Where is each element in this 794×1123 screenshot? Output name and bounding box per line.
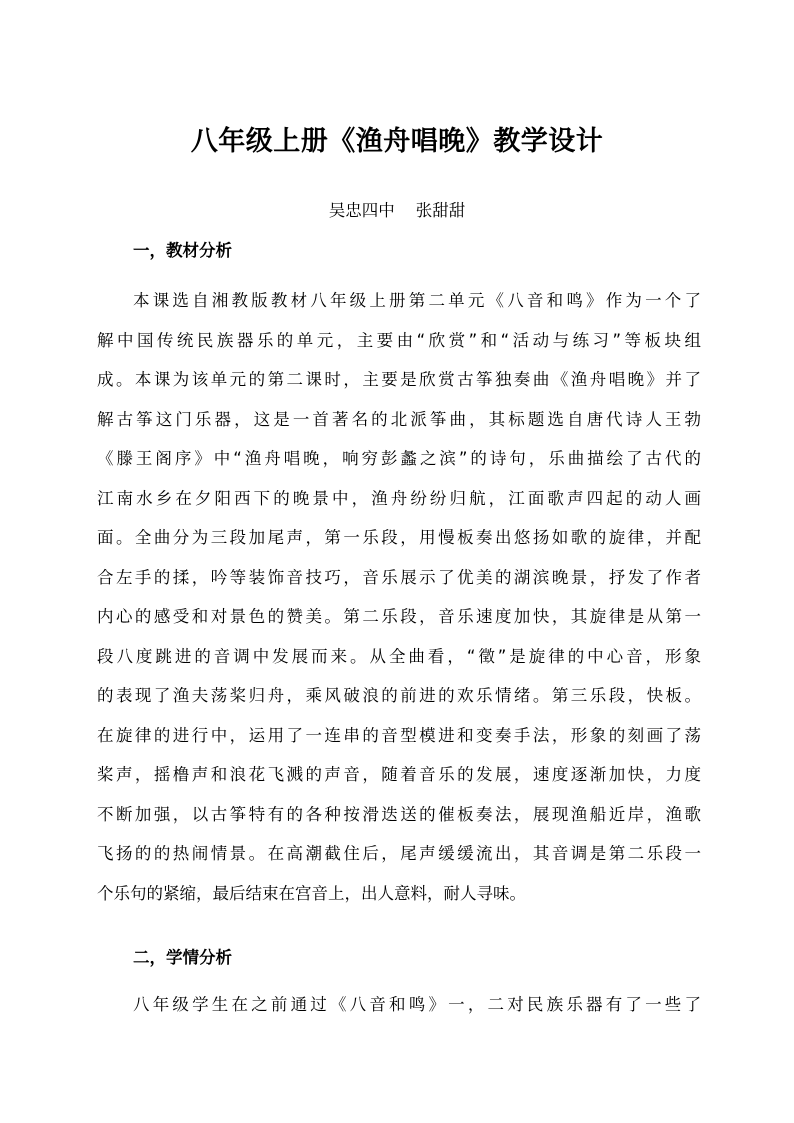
paragraph-line: 成。本课为该单元的第二课时，主要是欣赏古筝独奏曲《渔舟唱晚》并了 (97, 370, 701, 389)
paragraph-line: 八年级学生在之前通过《八音和鸣》一，二对民族乐器有了一些了 (133, 995, 701, 1014)
paragraph-line: 解古筝这门乐器，这是一首著名的北派筝曲，其标题选自唐代诗人王勃 (97, 409, 701, 429)
document-title: 八年级上册《渔舟唱晚》教学设计 (190, 126, 604, 157)
paragraph-line: 在旋律的进行中，运用了一连串的音型模进和变奏手法，形象的刻画了荡 (97, 725, 701, 745)
paragraph-line: 合左手的揉，吟等装饰音技巧，音乐展示了优美的湖滨晚景，抒发了作者 (97, 567, 701, 587)
section-heading-textbook-analysis: 一，教材分析 (133, 241, 232, 260)
paragraph-line: 飞扬的的热闹情景。在高潮截住后，尾声缓缓流出，其音调是第二乐段一 (97, 844, 701, 863)
paragraph-line: 个乐句的紧缩，最后结束在宫音上，出人意料，耐人寻味。 (97, 883, 526, 903)
paragraph-line: 内心的感受和对景色的赞美。第二乐段，音乐速度加快，其旋律是从第一 (97, 607, 701, 626)
paragraph-line: 不断加强，以古筝特有的各种按滑迭送的催板奏法，展现渔船近岸，渔歌 (97, 804, 701, 824)
paragraph-line: 解中国传统民族器乐的单元，主要由“欣赏”和“活动与练习”等板块组 (97, 330, 701, 350)
paragraph-line: 《滕王阁序》中“渔舟唱晚，响穷彭蠡之滨”的诗句，乐曲描绘了古代的 (97, 449, 701, 468)
paragraph-student-analysis (97, 985, 701, 1025)
paragraph-line: 段八度跳进的音调中发展而来。从全曲看，“徵”是旋律的中心音，形象 (97, 646, 701, 666)
paragraph-line: 江南水乡在夕阳西下的晚景中，渔舟纷纷归航，江面歌声四起的动人画 (97, 488, 701, 508)
paragraph-line: 面。全曲分为三段加尾声，第一乐段，用慢板奏出悠扬如歌的旋律，并配 (97, 528, 701, 547)
paragraph-line: 本课选自湘教版教材八年级上册第二单元《八音和鸣》作为一个了 (133, 291, 701, 310)
paragraph-line: 的表现了渔夫荡桨归舟，乘风破浪的前进的欢乐情绪。第三乐段，快板。 (97, 686, 701, 705)
paragraph-line: 桨声，摇橹声和浪花飞溅的声音，随着音乐的发展，速度逐渐加快，力度 (97, 765, 701, 784)
paragraph-textbook-analysis (97, 281, 701, 913)
section-heading-student-analysis: 二，学情分析 (133, 948, 232, 967)
author-line: 吴忠四中 张甜甜 (328, 201, 466, 220)
